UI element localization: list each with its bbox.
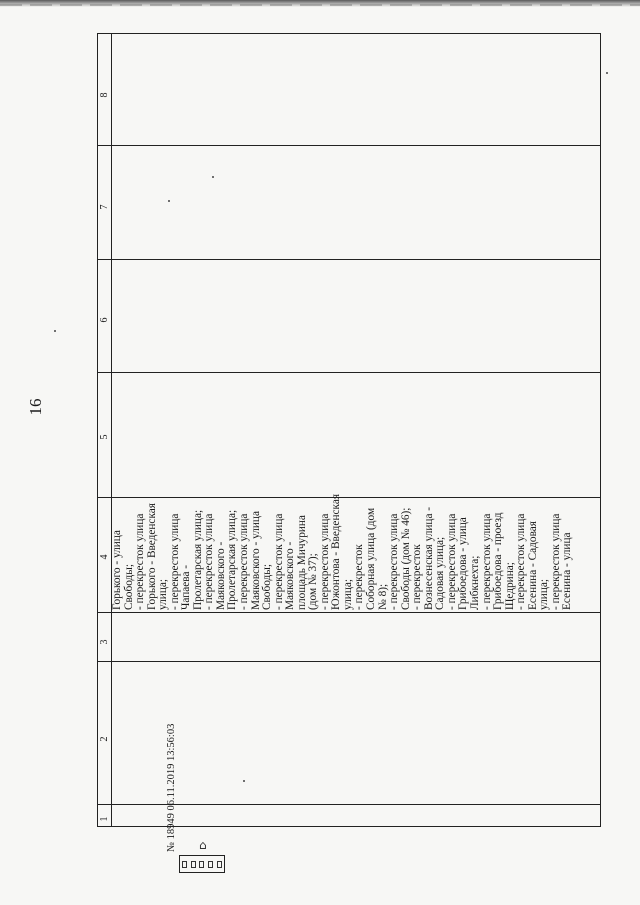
column-divider-8-7: [97, 145, 601, 146]
scan-edge-noise: [0, 4, 640, 6]
column-number-8: 8: [99, 92, 110, 98]
column4-line: Либкнехта;: [468, 555, 481, 610]
column4-line: (дом № 37);: [307, 553, 320, 610]
column-number-3: 3: [99, 639, 110, 645]
column-number-6: 6: [99, 317, 110, 323]
column4-line: Грибоедова - проезд: [492, 512, 505, 610]
column-number-4: 4: [99, 554, 110, 560]
column4-line: Садовая улица;: [434, 536, 447, 610]
column4-line: - перекресток улица: [134, 513, 147, 610]
column4-text: [112, 282, 582, 612]
column4-line: - перекресток улица: [515, 513, 528, 610]
column4-line: улица;: [538, 578, 551, 610]
column4-line: - перекресток улица: [388, 513, 401, 610]
scan-speck: [168, 200, 170, 202]
column4-line: Свободы;: [261, 564, 274, 610]
column4-line: Маяковского -: [214, 541, 227, 610]
column4-line: Пролетарская улица;: [226, 509, 239, 610]
registration-text: № 18949 06.11.2019 13:56:03: [166, 723, 177, 852]
column4-line: - перекресток улица: [445, 513, 458, 610]
column4-line: Маяковского -: [284, 541, 297, 610]
column4-line: Горького - Введенская: [145, 503, 158, 610]
column-number-2: 2: [99, 736, 110, 742]
column4-cell: [111, 493, 582, 612]
column4-line: Вознесенская улица -: [422, 506, 435, 610]
column4-line: Свободы;: [122, 564, 135, 610]
column4-line: Горького - улица: [111, 530, 123, 610]
column4-line: - перекресток улица: [549, 513, 562, 610]
column4-line: Есенина - улица: [561, 532, 574, 610]
column4-line: - перекресток улица: [318, 513, 331, 610]
column4-line: площадь Мичурина: [295, 515, 308, 610]
registration-text-wrap: [165, 592, 179, 852]
column-number-5: 5: [99, 434, 110, 440]
column4-line: Южонтова - Введенская: [330, 493, 343, 610]
column4-line: Чапаева -: [180, 564, 193, 610]
scan-speck: [212, 176, 214, 178]
column4-line: Соборная улица (дом: [365, 507, 378, 610]
column4-line: улица;: [341, 578, 354, 610]
page-number: 16: [26, 398, 45, 416]
column4-line: - перекресток улица: [238, 513, 251, 610]
registration-stamp-icon: [179, 855, 225, 873]
column-number-1: 1: [99, 816, 110, 822]
column4-line: Пролетарская улица;: [191, 509, 204, 610]
column4-line: - перекресток улица: [480, 513, 493, 610]
column4-line: - перекресток: [411, 544, 424, 610]
column4-line: улица;: [157, 578, 170, 610]
column4-line: - перекресток улица: [168, 513, 181, 610]
scan-speck: [606, 72, 608, 74]
column4-line: Есенина - Садовая: [526, 521, 539, 610]
column4-line: - перекресток улица: [203, 513, 216, 610]
column4-line: № 8);: [376, 583, 389, 610]
column4-line: Маяковского - улица: [249, 511, 262, 610]
column-number-7: 7: [99, 204, 110, 210]
scan-speck: [243, 780, 245, 782]
column4-line: - перекресток: [353, 544, 366, 610]
column4-line: Свободы (дом № 46);: [399, 507, 412, 610]
column4-line: Грибоедова - улица: [457, 517, 470, 610]
column4-line: - перекресток улица: [272, 513, 285, 610]
stamp-symbol-icon: ⌂: [199, 838, 207, 852]
column-divider-7-6: [97, 259, 601, 260]
scan-speck: [54, 330, 56, 332]
column4-line: Щедрина;: [503, 562, 516, 610]
